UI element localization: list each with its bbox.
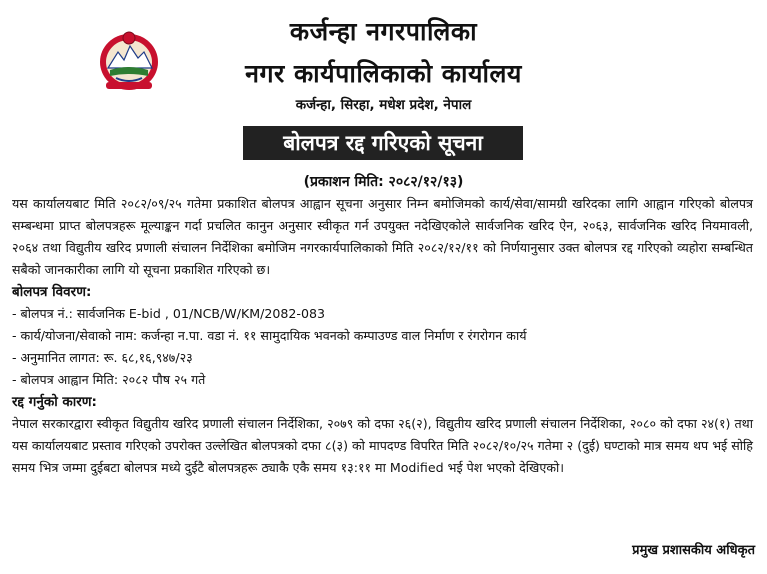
office-subtitle: नगर कार्यपालिकाको कार्यालय <box>245 59 522 88</box>
details-section-title: बोलपत्र विवरण: <box>12 284 92 300</box>
detail-item-call-date: - बोलपत्र आह्वान मिति: २०८२ पौष २५ गते <box>12 372 206 387</box>
office-address: कर्जन्हा, सिरहा, मधेश प्रदेश, नेपाल <box>295 97 472 113</box>
notice-title-banner <box>243 126 523 160</box>
detail-item-estimated-cost: - अनुमानित लागत: रू. ६८,१६,९४७/२३ <box>12 350 193 365</box>
detail-item-work-name: - कार्य/योजना/सेवाको नाम: कर्जन्हा न.पा. वडा नं. ११ सामुदायिक भवनको कम्पाउण्ड वाल निर्माण र रंगरोगन कार्य <box>12 328 527 343</box>
office-name: कर्जन्हा नगरपालिका <box>289 17 478 46</box>
reason-section-title: रद्द गर्नुको कारण: <box>12 394 97 410</box>
intro-paragraph: यस कार्यालयबाट मिति २०८२/०९/२५ गतेमा प्रकाशित बोलपत्र आह्वान सूचना अनुसार निम्न बमोजिमको कार्य/सेवा/सामग्री खरिदका लागि आह्वान गरिएको बोलपत्र सम्बन्धमा प्राप्त बोलपत्रहरू मूल्याङ्कन गर्दा प्रचलित कानुन अनुसार स्वीकृत गर्न उपयुक्त नदेखिएकोले सार्वजनिक खरिद ऐन, २०६३, सार्वजनिक खरिद नियमावली, २०६४ तथा विद्युतीय खरिद प्रणाली संचालन निर्देशिका बमोजिम नगरकार्यपालिकाको मिति २०८२/१२/११ को निर्णयानुसार उक्त बोलपत्र रद्द गरिएको व्यहोरा सम्बन्धित सबैको जानकारीका लागि यो सूचना प्रकाशित गरिएको छ। <box>12 196 753 277</box>
detail-item-bid-number: - बोलपत्र नं.: सार्वजनिक E-bid , 01/NCB/W/KM/2082-083 <box>12 306 325 321</box>
notice-body <box>12 193 753 479</box>
publication-date: (प्रकाशन मिति: २०८२/१२/१३) <box>303 174 464 190</box>
reason-paragraph: नेपाल सरकारद्वारा स्वीकृत विद्युतीय खरिद प्रणाली संचालन निर्देशिका, २०७९ को दफा २६(२), विद्युतीय खरिद प्रणाली संचालन निर्देशिका, २०८० को दफा २४(१) तथा यस कार्यालयबाट प्रस्ताव गरिएको उपरोक्त उल्लेखित बोलपत्रको दफा ८(३) को मापदण्ड विपरित मिति २०८२/१०/२५ गतेमा २ (दुई) घण्टाको मात्र समय थप भई सोहि समय भित्र जम्मा दुईबटा बोलपत्र मध्ये दुईटै बोलपत्रहरू ठ्याकै एकै समय १३:११ मा Modified भई पेश भएको देखिएको। <box>12 416 753 475</box>
signature-designation: प्रमुख प्रशासकीय अधिकृत <box>632 543 755 558</box>
notice-title: बोलपत्र रद्द गरिएको सूचना <box>283 131 483 155</box>
